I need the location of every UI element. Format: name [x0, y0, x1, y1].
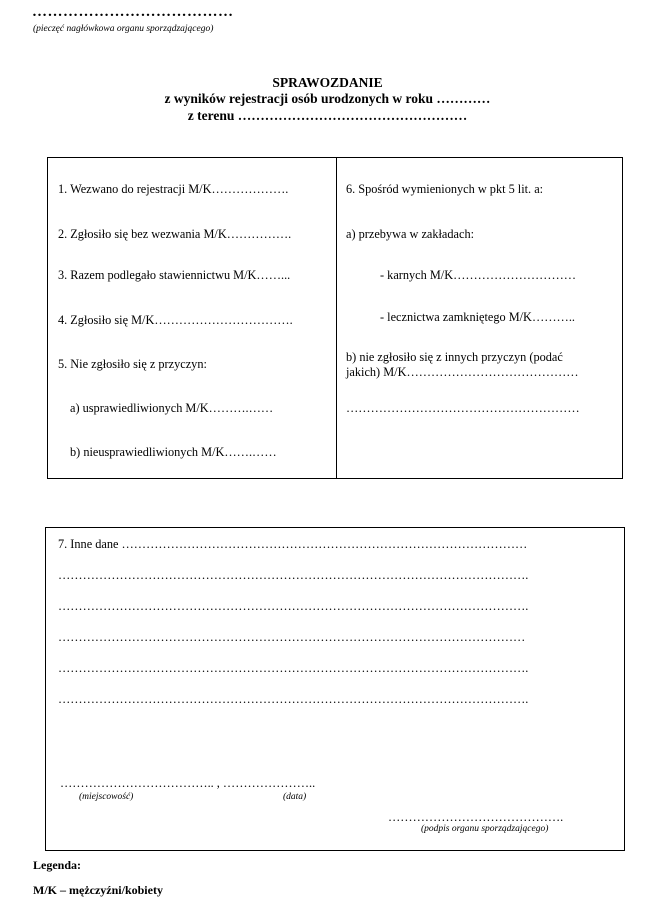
place-caption: (miejscowość)	[79, 792, 134, 802]
item-3-total-subject: 3. Razem podlegało stawiennictwu M/K……...	[58, 268, 291, 282]
column-divider	[336, 157, 337, 479]
item-1-summoned: 1. Wezwano do rejestracji M/K……………….	[58, 182, 289, 196]
stamp-caption: (pieczęć nagłówkowa organu sporządzającego)	[33, 24, 214, 34]
item-5a-justified: a) usprawiedliwionych M/K……….……	[70, 401, 274, 415]
other-data-line: …………………………………………………………………………………………………….	[58, 692, 529, 706]
signature-field: …………………………………….	[388, 810, 564, 824]
signature-caption: (podpis organu sporządzającego)	[421, 824, 549, 834]
other-data-line: …………………………………………………………………………………………………….	[58, 568, 529, 582]
other-data-line: ……………………………………………………………………………………………………	[58, 630, 526, 644]
item-2-self-reported: 2. Zgłosiło się bez wezwania M/K…………….	[58, 227, 292, 241]
legend-item: M/K – mężczyźni/kobiety	[33, 883, 163, 897]
other-data-line: …………………………………………………………………………………………………….	[58, 599, 529, 613]
date-caption: (data)	[283, 792, 307, 802]
item-6a-in-institutions: a) przebywa w zakładach:	[346, 227, 475, 241]
item-6-among-listed: 6. Spośród wymienionych w pkt 5 lit. a:	[346, 182, 544, 196]
item-7-other-data: 7. Inne dane ………………………………………………………………………………………	[58, 537, 528, 551]
item-6b-other-reasons: b) nie zgłosiło się z innych przyczyn (podać	[346, 350, 563, 364]
document-subtitle-year: z wyników rejestracji osób urodzonych w roku …………	[164, 91, 491, 106]
document-subtitle-area: z terenu ……………………………………………	[187, 108, 468, 123]
item-6a-closed-medical: - lecznictwa zamkniętego M/K………..	[380, 310, 575, 324]
item-4-reported: 4. Zgłosiło się M/K…………………………….	[58, 313, 293, 327]
document-title: SPRAWOZDANIE	[272, 75, 383, 90]
stamp-placeholder: …………………………………	[32, 4, 234, 20]
place-date-field: ……………………………….. , …………………..	[60, 776, 316, 790]
item-6a-penal: - karnych M/K…………………………	[380, 268, 577, 282]
item-5-not-reported: 5. Nie zgłosiło się z przyczyn:	[58, 357, 207, 371]
item-6b-which: jakich) M/K……………………………………	[346, 365, 579, 379]
item-6b-extra-line: …………………………………………………	[346, 401, 580, 415]
item-5b-unjustified: b) nieusprawiedliwionych M/K…….……	[70, 445, 277, 459]
other-data-line: …………………………………………………………………………………………………….	[58, 661, 529, 675]
legend-title: Legenda:	[33, 858, 81, 872]
